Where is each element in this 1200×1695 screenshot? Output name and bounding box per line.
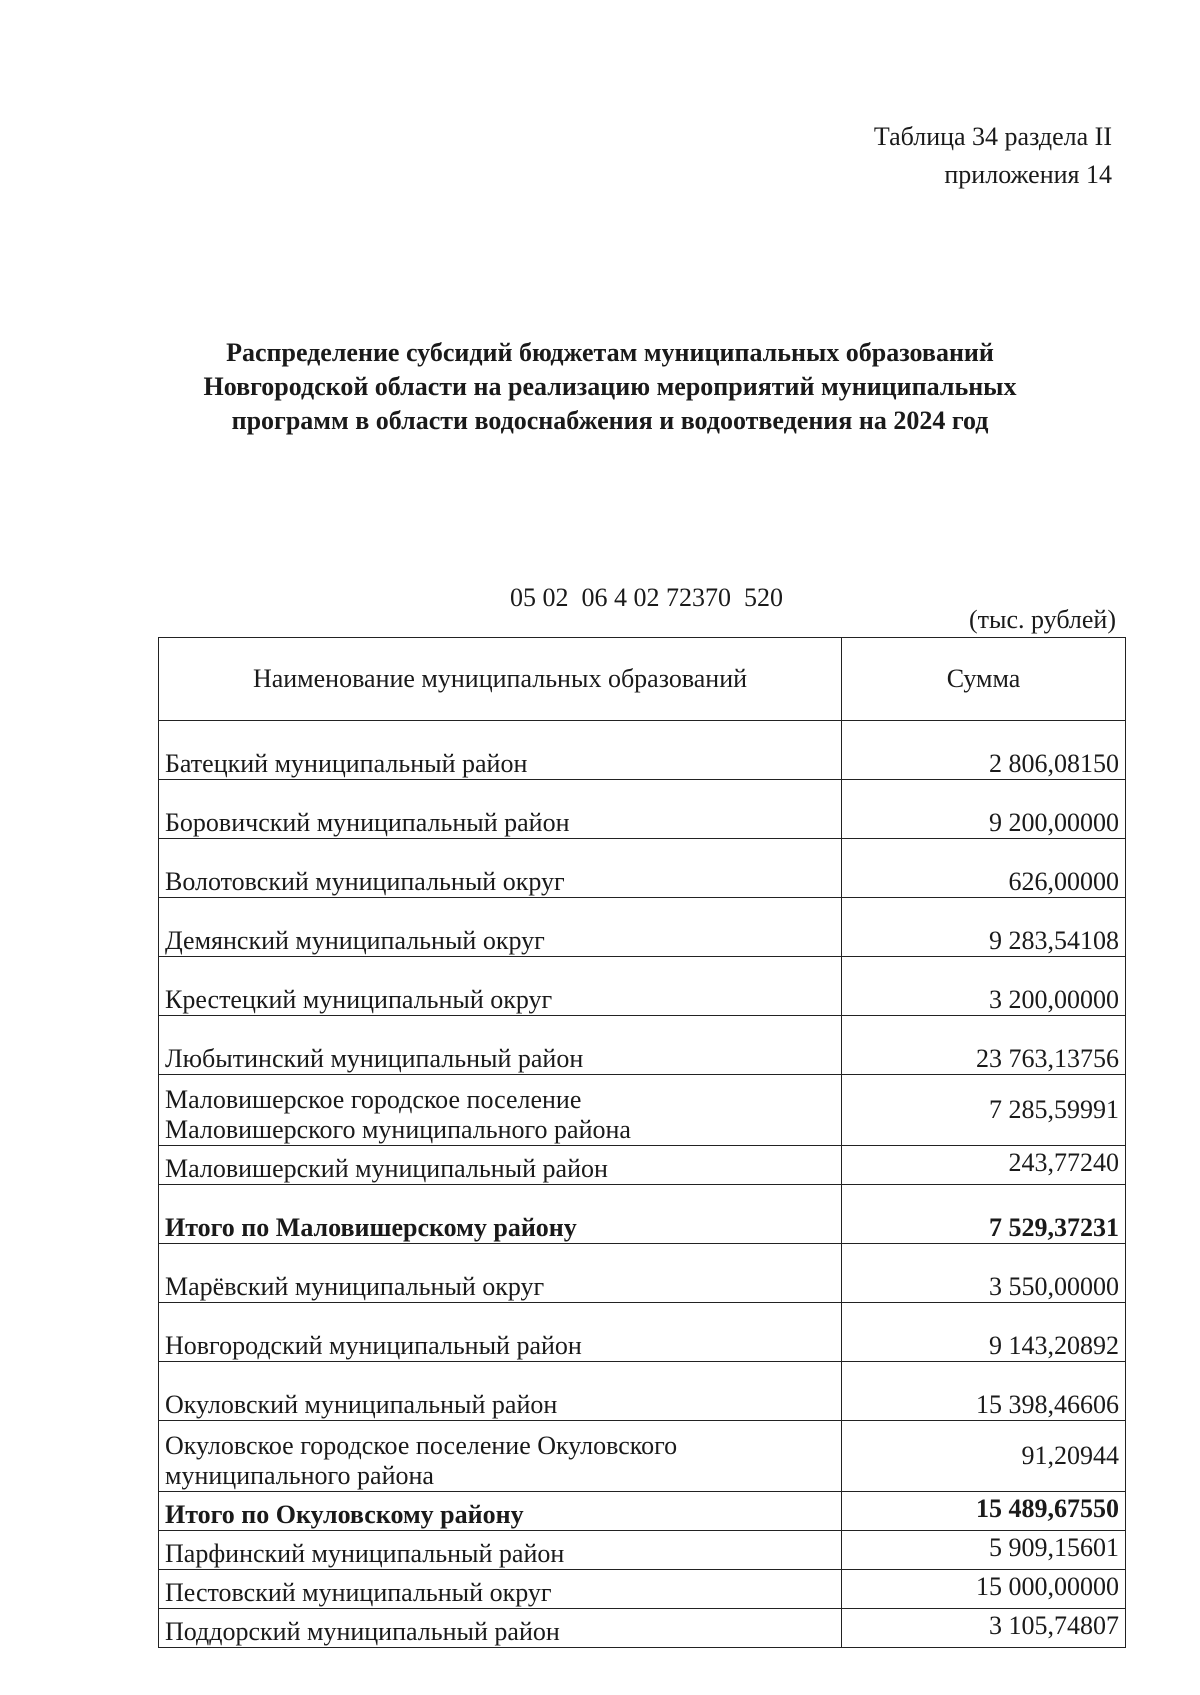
column-header-sum: Сумма — [842, 638, 1126, 721]
row-name: Окуловский муниципальный район — [159, 1362, 842, 1421]
row-name: Новгородский муниципальный район — [159, 1303, 842, 1362]
row-name: Пестовский муниципальный округ — [159, 1570, 842, 1609]
table-reference-line-2: приложения 14 — [944, 160, 1112, 189]
row-sum: 9 283,54108 — [842, 898, 1126, 957]
table-row — [159, 1016, 1126, 1075]
table-row — [159, 1531, 1126, 1570]
row-sum: 5 909,15601 — [842, 1531, 1126, 1570]
table-reference-line-1: Таблица 34 раздела II — [873, 122, 1112, 151]
row-name: Демянский муниципальный округ — [159, 898, 842, 957]
row-name: Поддорский муниципальный район — [159, 1609, 842, 1648]
table-reference — [874, 118, 1112, 194]
document-title — [150, 336, 1070, 438]
budget-code: 05 02 06 4 02 72370 520 — [510, 583, 783, 612]
title-line-3: программ в области водоснабжения и водоотведения на 2024 год — [231, 406, 989, 435]
table-row — [159, 1421, 1126, 1492]
table-row — [159, 898, 1126, 957]
row-name — [159, 1075, 842, 1146]
table-row — [159, 839, 1126, 898]
table-row — [159, 721, 1126, 780]
row-name: Итого по Маловишерскому району — [159, 1185, 842, 1244]
row-name: Марёвский муниципальный округ — [159, 1244, 842, 1303]
row-sum: 3 200,00000 — [842, 957, 1126, 1016]
row-name: Парфинский муниципальный район — [159, 1531, 842, 1570]
row-sum: 15 000,00000 — [842, 1570, 1126, 1609]
row-name-line-1: Окуловское городское поселение Окуловского — [165, 1431, 678, 1460]
budget-code-container — [0, 553, 1200, 613]
row-sum: 626,00000 — [842, 839, 1126, 898]
row-name: Батецкий муниципальный район — [159, 721, 842, 780]
row-name: Крестецкий муниципальный округ — [159, 957, 842, 1016]
row-name: Волотовский муниципальный округ — [159, 839, 842, 898]
row-sum: 15 489,67550 — [842, 1492, 1126, 1531]
row-sum: 2 806,08150 — [842, 721, 1126, 780]
row-name-line-2: Маловишерского муниципального района — [165, 1115, 631, 1144]
row-name — [159, 1421, 842, 1492]
subtotal-row — [159, 1185, 1126, 1244]
row-sum: 243,77240 — [842, 1146, 1126, 1185]
row-sum: 3 550,00000 — [842, 1244, 1126, 1303]
row-name: Итого по Окуловскому району — [159, 1492, 842, 1531]
row-sum: 15 398,46606 — [842, 1362, 1126, 1421]
column-header-name: Наименование муниципальных образований — [159, 638, 842, 721]
units-label: (тыс. рублей) — [968, 605, 1116, 634]
subtotal-row — [159, 1492, 1126, 1531]
table-row — [159, 1609, 1126, 1648]
row-sum: 9 143,20892 — [842, 1303, 1126, 1362]
row-sum: 7 285,59991 — [842, 1075, 1126, 1146]
row-name: Маловишерский муниципальный район — [159, 1146, 842, 1185]
table-row — [159, 1570, 1126, 1609]
title-line-1: Распределение субсидий бюджетам муниципальных образований — [226, 338, 994, 367]
row-sum: 7 529,37231 — [842, 1185, 1126, 1244]
row-sum: 23 763,13756 — [842, 1016, 1126, 1075]
table-row — [159, 1146, 1126, 1185]
title-line-2: Новгородской области на реализацию мероприятий муниципальных — [203, 372, 1017, 401]
row-sum: 91,20944 — [842, 1421, 1126, 1492]
distribution-table — [158, 637, 1126, 1648]
table-row — [159, 780, 1126, 839]
row-sum: 9 200,00000 — [842, 780, 1126, 839]
row-sum: 3 105,74807 — [842, 1609, 1126, 1648]
row-name: Любытинский муниципальный район — [159, 1016, 842, 1075]
table-row — [159, 1303, 1126, 1362]
table-row — [159, 1075, 1126, 1146]
row-name-line-2: муниципального района — [165, 1461, 434, 1490]
table-row — [159, 957, 1126, 1016]
row-name-line-1: Маловишерское городское поселение — [165, 1085, 582, 1114]
table-row — [159, 1244, 1126, 1303]
table-header-row — [159, 638, 1126, 721]
table-row — [159, 1362, 1126, 1421]
row-name: Боровичский муниципальный район — [159, 780, 842, 839]
